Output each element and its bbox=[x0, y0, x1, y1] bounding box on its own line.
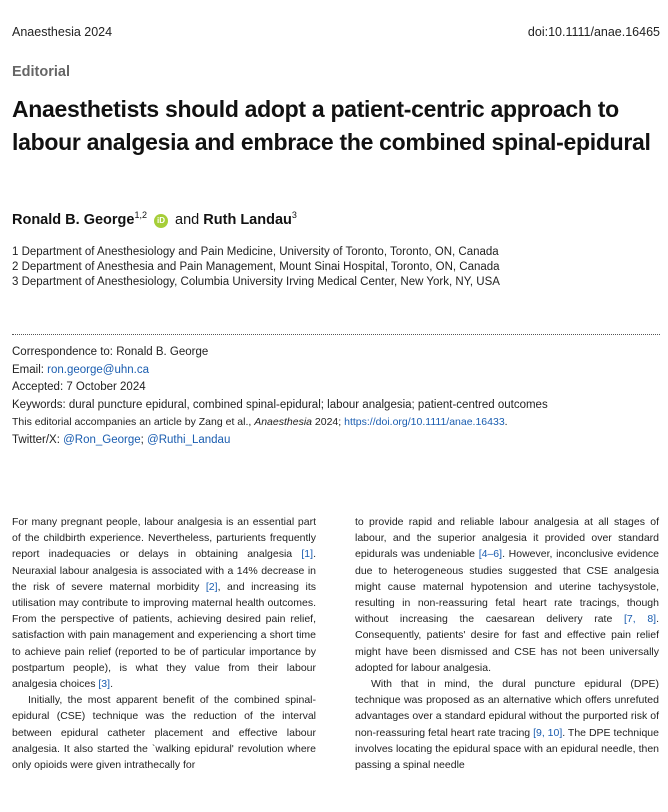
dotted-divider bbox=[12, 334, 660, 335]
citation-link[interactable]: [3] bbox=[98, 678, 111, 691]
body-text: . The DPE technique involves locating the epidural space with an epidural needle, then passing a spinal needle bbox=[355, 726, 659, 772]
accompanies-doi-link[interactable]: https://doi.org/10.1111/anae.16433 bbox=[344, 416, 505, 428]
twitter-label: Twitter/X: bbox=[12, 433, 64, 446]
accompanies-text: This editorial accompanies an article by Zang et al., bbox=[12, 416, 255, 428]
correspondence-line: Correspondence to: Ronald B. George bbox=[12, 346, 209, 358]
accompanies-line bbox=[12, 414, 548, 432]
citation-link[interactable]: [2] bbox=[205, 580, 218, 593]
author-conjunction: and bbox=[175, 211, 200, 228]
body-paragraph: Initially, the most apparent benefit of the combined spinal-epidural (CSE) technique was the reduction of the interval between epidural catheter placement and effective labour analgesia. It also started the `walking epidural' revolution where only opioids were given intrathecally for bbox=[12, 694, 316, 772]
body-column-left bbox=[12, 514, 316, 773]
doi-text[interactable]: doi:10.1111/anae.16465 bbox=[527, 25, 660, 39]
citation-link[interactable]: [4–6] bbox=[478, 548, 503, 561]
affiliation-superscript: 1,2 bbox=[134, 210, 147, 220]
journal-name: Anaesthesia 2024 bbox=[12, 25, 113, 39]
body-paragraph bbox=[355, 514, 659, 676]
body-paragraph bbox=[355, 676, 659, 773]
affiliation-superscript: 3 bbox=[291, 210, 297, 220]
body-text: . However, inconclusive evidence due to heterogeneous studies suggested that CSE analgesia might cause maternal hypotension and uterine tachysystole, resulting in non-reassuring fetal heart rate tracings, though without increasing the caesarean delivery rate bbox=[355, 548, 660, 626]
body-text: . Neuraxial labour analgesia is associated with a 14% decrease in the risk of severe maternal morbidity bbox=[12, 548, 316, 593]
email-label: Email: bbox=[12, 363, 48, 376]
accepted-date: Accepted: 7 October 2024 bbox=[12, 381, 146, 393]
body-text: With that in mind, the dural puncture epidural (DPE) technique was proposed as an alternative which offers unrefuted advantages over a standard epidural without the purported risk of non-reassuring fetal heart rate tracing bbox=[355, 678, 659, 739]
keywords-line: Keywords: dural puncture epidural, combined spinal-epidural; labour analgesia; patient-centred outcomes bbox=[12, 398, 548, 411]
accompanies-year: 2024; bbox=[312, 416, 345, 428]
accompanies-end: . bbox=[504, 416, 508, 428]
section-label: Editorial bbox=[12, 64, 71, 80]
citation-link[interactable]: [1] bbox=[301, 548, 314, 561]
body-text: . Consequently, patients' desire for fast and effective pain relief might have been dismissed and CSE has not been universally adopted for labour analgesia. bbox=[355, 613, 659, 674]
body-column-right bbox=[355, 514, 659, 773]
twitter-separator: ; bbox=[140, 433, 148, 446]
email-link[interactable]: ron.george@uhn.ca bbox=[47, 363, 149, 376]
body-text: , and increasing its utilisation may contribute to improving maternal health outcomes. From the perspective of patients, achieving desired pain relief, satisfaction with pain management and experiencing a short time to achieve pain relief (reported to be of particular importance by postpartum people), is what they value from their labour analgesia choices bbox=[12, 580, 316, 691]
orcid-icon[interactable]: iD bbox=[154, 214, 168, 228]
affiliation-item: 1 Department of Anesthesiology and Pain Medicine, University of Toronto, Toronto, ON, Canada bbox=[12, 246, 499, 258]
author-line bbox=[12, 210, 297, 228]
accompanies-journal: Anaesthesia bbox=[254, 416, 312, 428]
citation-link[interactable]: [7, 8] bbox=[623, 613, 657, 626]
author-name[interactable]: Ruth Landau bbox=[203, 211, 292, 228]
affiliation-item: 3 Department of Anesthesiology, Columbia University Irving Medical Center, New York, NY, USA bbox=[12, 276, 500, 288]
correspondence-block bbox=[12, 344, 548, 449]
citation-link[interactable]: [9, 10] bbox=[533, 726, 563, 739]
twitter-handle-link[interactable]: @Ruthi_Landau bbox=[147, 433, 231, 446]
body-text: . bbox=[110, 678, 113, 691]
body-text: For many pregnant people, labour analgesia is an essential part of the childbirth experience. Nevertheless, parturients frequently report inadequacies or delays in obtaining analgesia bbox=[12, 516, 316, 561]
affiliation-item: 2 Department of Anesthesia and Pain Management, Mount Sinai Hospital, Toronto, ON, Canada bbox=[12, 261, 500, 273]
article-title: Anaesthetists should adopt a patient-centric approach to labour analgesia and embrace the combined spinal-epidural bbox=[12, 96, 651, 155]
affiliations bbox=[12, 245, 500, 290]
email-line bbox=[12, 362, 548, 380]
twitter-line bbox=[12, 432, 548, 450]
twitter-handle-link[interactable]: @Ron_George bbox=[63, 433, 141, 446]
author-name[interactable]: Ronald B. George bbox=[12, 211, 135, 228]
body-paragraph bbox=[12, 514, 316, 692]
body-text: to provide rapid and reliable labour analgesia at all stages of labour, and the superior analgesia it provided over standard epidurals was undeniable bbox=[355, 516, 659, 561]
